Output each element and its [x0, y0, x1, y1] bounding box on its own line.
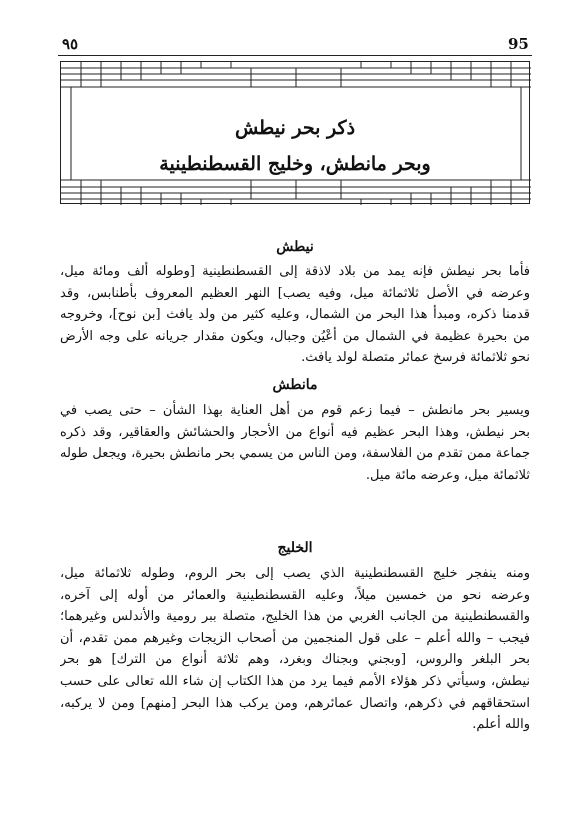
section-heading-khalij: الخليج: [277, 540, 313, 556]
text-line: جماعة ممن تقدم من الفلاسفة، ومن الناس من يسمي بحر مانطش بحيرة، ويجعل طوله: [60, 446, 530, 462]
page-number-latin: 95: [508, 35, 529, 53]
text-line: فأما بحر نيطش فإنه يمد من بلاد لاذقة إلى القسطنطينية [وطوله ألف ومائة ميل،: [60, 264, 530, 279]
text-line: قدمنا ذكره، ومبدأ هذا البحر من الشمال، وعليه كثير من ولد يافث [بن نوح]، وخروجه: [60, 307, 530, 323]
text-line: والله أعلم.: [472, 717, 530, 733]
text-line: نحو ثلاثمائة فرسخ عمائر متصلة لولد يافث.: [301, 350, 530, 366]
section-paragraph-khalij: [60, 563, 530, 736]
section-heading-nitesh: نيطش: [276, 239, 314, 255]
text-line: بحر نيطش، وهذا البحر عظيم فيه أنواع من الأحجار والحشائش والعقاقير، وقد ذكره: [60, 424, 530, 440]
text-line: والقسطنطينية من الجانب الغربي من هذا الخليج، متصلة ببر رومية والأندلس وغيرهما؛: [60, 609, 530, 625]
chapter-title-line-2: وبحر مانطش، وخليج القسطنطينية: [159, 153, 431, 175]
text-line: وعرضه نحو من خمسين ميلاً، وعليه القسطنطينية والعمائر من أوله إلى آخره،: [60, 587, 530, 603]
text-line: استحقاقهم في ذكرهم، واتصال عمائرهم، ومن يركب هذا البحر [منهم] ومن لا يركبه،: [60, 695, 530, 711]
text-line: بحر البلغر والروس، [وبجني وبجناك وبغرد، وهم ثلاثة أنواع من الترك] هو بحر: [60, 652, 530, 668]
text-line: فيجب – والله أعلم – على قول المنجمين من أصحاب الزيجات وغيرهم ممن تقدم، أن: [60, 630, 530, 646]
text-line: نيطش، وسيأتي ذكر هؤلاء الأمم فيما يرد من هذا الكتاب إن شاء الله تعالى على حسب: [60, 673, 530, 689]
section-heading-mantesh: مانطش: [272, 377, 318, 393]
ornamental-title-frame: [60, 61, 530, 204]
text-line: من بحيرة عظيمة في الشمال من أعْيُن وجبال، ويكون مقدار جريانه على وجه الأرض: [60, 328, 530, 344]
chapter-title-line-1: ذكر بحر نيطش: [234, 117, 356, 139]
page-number-arabic: ٩٥: [62, 35, 79, 53]
text-line: وعرضه في الأصل ثلاثمائة ميل، وفيه يصب] النهر العظيم المعروف بأطنابس، وقد: [60, 285, 530, 301]
text-line: ثلاثمائة ميل، وعرضه مائة ميل.: [365, 467, 530, 483]
section-paragraph-mantesh: [60, 400, 530, 486]
section-paragraph-nitesh: [60, 261, 530, 369]
header-rule: [58, 55, 532, 56]
text-line: ومنه ينفجر خليج القسطنطينية الذي يصب إلى بحر الروم، وطوله ثلاثمائة ميل،: [60, 566, 530, 581]
text-line: ويسير بحر مانطش – فيما زعم قوم من أهل العناية بهذا الشأن – حتى يصب في: [60, 403, 530, 418]
